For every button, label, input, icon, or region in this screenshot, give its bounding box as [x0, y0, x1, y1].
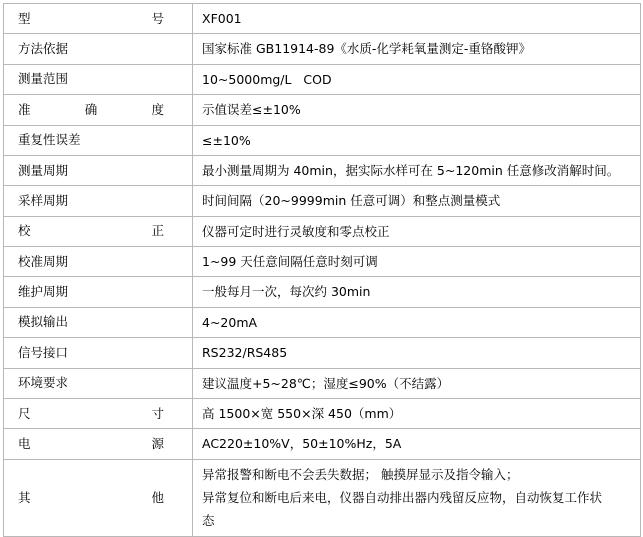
spec-value-cell [193, 216, 641, 246]
spec-value-line: 异常报警和断电不会丢失数据； 触摸屏显示及指令输入； [202, 466, 519, 482]
spec-label-cell [4, 307, 193, 337]
spec-label: 测量周期 [18, 162, 69, 178]
table-row [4, 429, 641, 459]
table-row [4, 34, 641, 64]
spec-value-line: 一般每月一次，每次约 30min [202, 284, 371, 300]
spec-value-line: 建议温度+5~28℃；湿度≤90%（不结露） [202, 375, 450, 391]
table-row [4, 186, 641, 216]
spec-label: 重复性误差 [18, 132, 81, 148]
spec-value-cell [193, 64, 641, 94]
table-row [4, 247, 641, 277]
spec-label: 测量范围 [18, 71, 69, 87]
spec-label-cell [4, 459, 193, 536]
spec-label-cell [4, 34, 193, 64]
spec-value-cell [193, 307, 641, 337]
spec-label-cell [4, 429, 193, 459]
spec-value-line: 最小测量周期为 40min，据实际水样可在 5~120min 任意修改消解时间。 [202, 162, 620, 178]
spec-label-cell [4, 368, 193, 398]
spec-label-cell [4, 95, 193, 125]
spec-value-line: RS232/RS485 [202, 345, 288, 361]
spec-label: 型 号 [18, 10, 164, 26]
spec-label-cell [4, 64, 193, 94]
spec-value-cell [193, 186, 641, 216]
spec-value-line: 时间间隔（20~9999min 任意可调）和整点测量模式 [202, 193, 501, 209]
spec-value-cell [193, 368, 641, 398]
spec-value-line: ≤±10% [202, 132, 251, 148]
spec-label: 其 他 [18, 489, 164, 505]
table-row [4, 155, 641, 185]
spec-value-line: 国家标准 GB11914-89《水质-化学耗氧量测定-重铬酸钾》 [202, 41, 531, 57]
table-row [4, 277, 641, 307]
spec-label-cell [4, 4, 193, 34]
table-row [4, 64, 641, 94]
spec-value-line: 异常复位和断电后来电，仪器自动排出器内残留反应物，自动恢复工作状 [202, 490, 603, 505]
spec-value-cell [193, 459, 641, 536]
spec-label: 电 源 [18, 435, 164, 451]
spec-label: 准 确 度 [18, 101, 164, 117]
spec-value-cell [193, 125, 641, 155]
spec-value-cell [193, 34, 641, 64]
spec-label: 尺 寸 [18, 405, 164, 421]
specification-table [3, 3, 641, 537]
table-row [4, 368, 641, 398]
spec-value-cell [193, 277, 641, 307]
spec-label: 维护周期 [18, 284, 69, 299]
spec-value-line: 4~20mA [202, 314, 258, 330]
spec-label-cell [4, 216, 193, 246]
spec-label: 方法依据 [18, 41, 69, 56]
spec-label-cell [4, 125, 193, 155]
spec-label: 信号接口 [18, 344, 69, 360]
spec-value-cell [193, 247, 641, 277]
spec-label: 校准周期 [18, 253, 69, 269]
spec-label: 模拟输出 [18, 314, 69, 330]
spec-value-cell [193, 338, 641, 368]
spec-value-cell [193, 429, 641, 459]
spec-label-cell [4, 277, 193, 307]
table-row [4, 4, 641, 34]
table-row [4, 125, 641, 155]
spec-label-cell [4, 398, 193, 428]
spec-value-line: 1~99 天任意间隔任意时刻可调 [202, 254, 378, 269]
spec-label-cell [4, 186, 193, 216]
spec-value-line: 示值误差≤±10% [202, 102, 301, 118]
spec-label-cell [4, 155, 193, 185]
table-row [4, 398, 641, 428]
spec-value-cell [193, 398, 641, 428]
table-row [4, 216, 641, 246]
spec-label: 校 正 [18, 223, 164, 239]
spec-value-line: 仪器可定时进行灵敏度和零点校正 [202, 223, 390, 239]
table-row [4, 459, 641, 536]
spec-value-cell [193, 95, 641, 125]
spec-value-line: 10~5000mg/L COD [202, 71, 332, 87]
spec-value-cell [193, 155, 641, 185]
spec-value-line: 高 1500×宽 550×深 450（mm） [202, 405, 402, 421]
spec-value-cell [193, 4, 641, 34]
spec-label: 采样周期 [18, 192, 69, 208]
spec-value-line: XF001 [202, 11, 242, 26]
table-row [4, 338, 641, 368]
spec-label-cell [4, 338, 193, 368]
table-row [4, 95, 641, 125]
spec-value-line: AC220±10%V，50±10%Hz，5A [202, 436, 402, 452]
spec-table-body [4, 4, 641, 537]
spec-label: 环境要求 [18, 375, 69, 391]
spec-label-cell [4, 247, 193, 277]
spec-value-line: 态 [202, 513, 215, 529]
table-row [4, 307, 641, 337]
